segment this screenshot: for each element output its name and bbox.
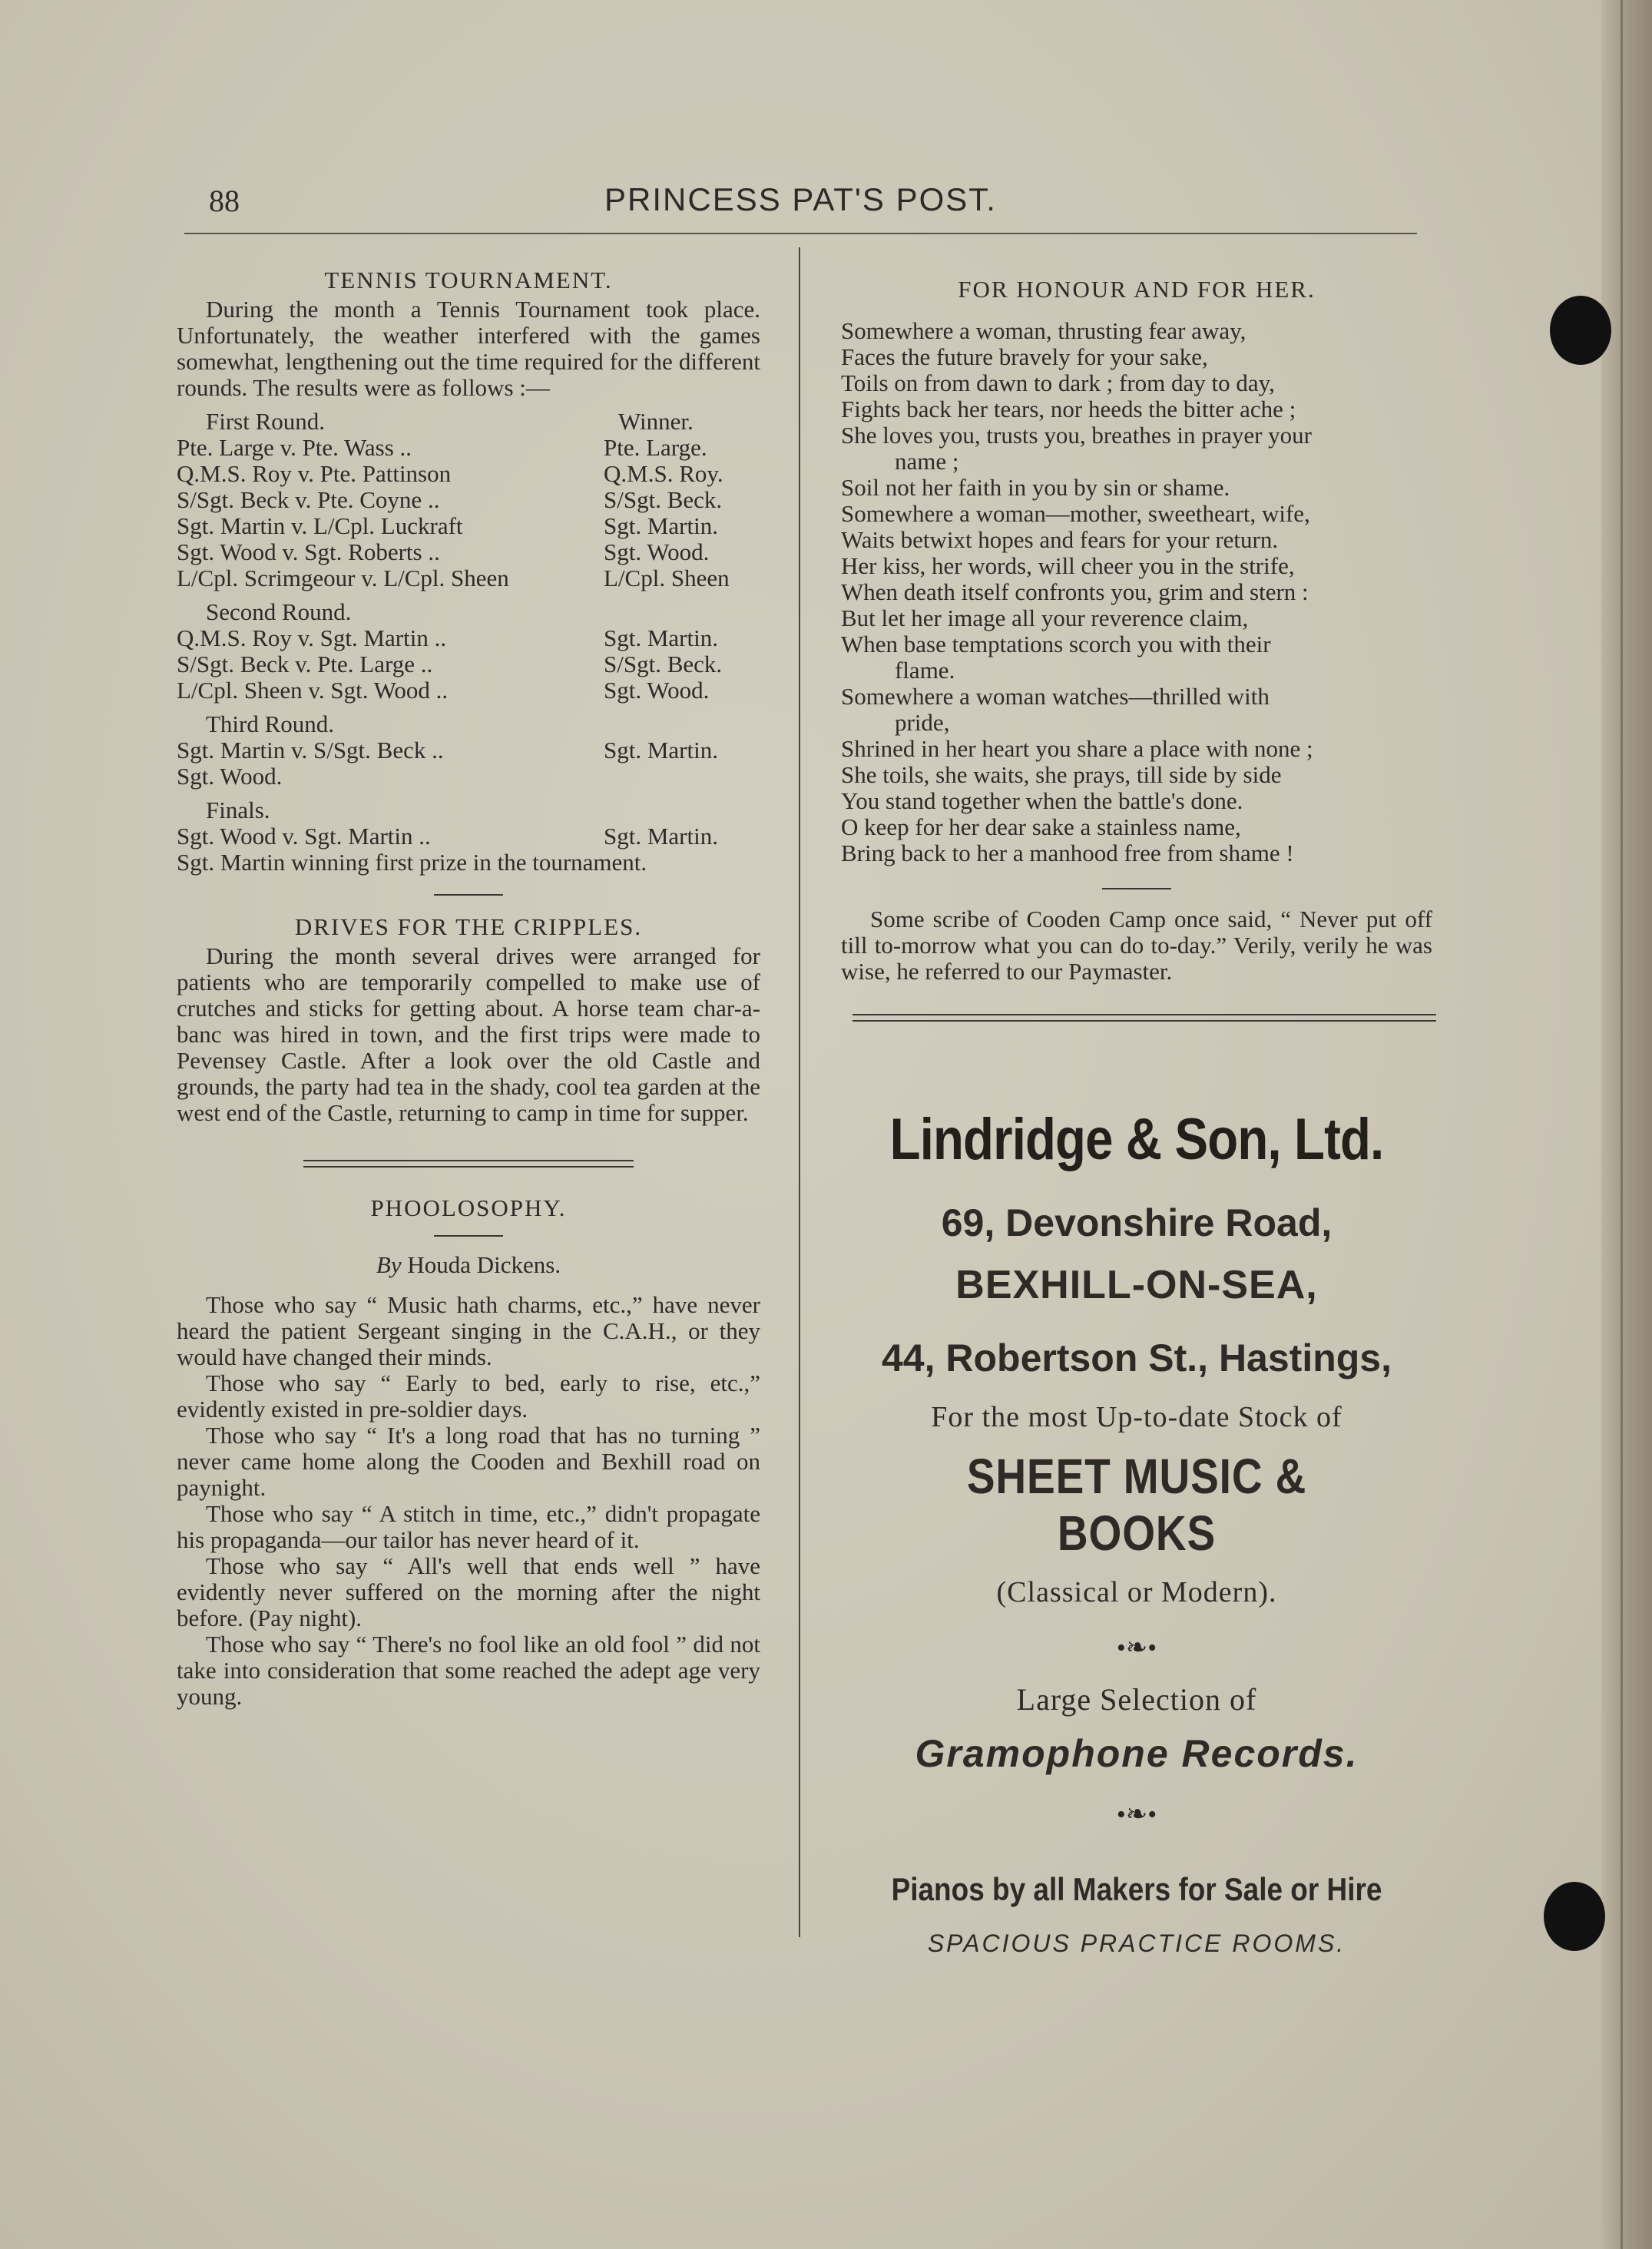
poem-body (841, 318, 1432, 866)
winner-text: Q.M.S. Roy. (604, 460, 723, 487)
second-round-list (177, 625, 760, 704)
flourish-icon: •❧• (1116, 1634, 1157, 1662)
winner-label: Winner. (618, 408, 694, 435)
phoolosophy-paragraph: Those who say “ All's well that ends well ” have evidently never suffered on the morning after the night before. (Pay night). (177, 1552, 760, 1631)
result-row (177, 625, 760, 651)
finals-label: Finals. (206, 797, 270, 823)
advert-practice-rooms: SPACIOUS PRACTICE ROOMS. (927, 1929, 1346, 1957)
third-round-list (177, 737, 760, 790)
byline (177, 1252, 760, 1278)
match-text: L/Cpl. Sheen v. Sgt. Wood .. (177, 677, 449, 704)
match-text: Sgt. Wood. (177, 763, 283, 790)
second-round-label: Second Round. (206, 598, 352, 625)
advertisement (841, 1106, 1432, 1958)
match-text: S/Sgt. Beck v. Pte. Large .. (177, 651, 433, 677)
tennis-conclusion: Sgt. Martin winning first prize in the tournament. (177, 849, 647, 876)
result-row (177, 737, 760, 763)
match-text: Sgt. Wood v. Sgt. Martin .. (177, 823, 431, 850)
winner-text: S/Sgt. Beck. (604, 486, 723, 513)
winner-text: Sgt. Martin. (604, 624, 718, 651)
section-rule (434, 894, 503, 896)
scribe-note: Some scribe of Cooden Camp once said, “ Never put off till to-morrow what you can do to-day.” Verily, verily he was wise, he referred to our Paymaster. (841, 906, 1432, 985)
winner-text: Sgt. Martin. (604, 823, 718, 850)
second-round-header (177, 599, 760, 625)
winner-text: S/Sgt. Beck. (604, 651, 723, 677)
binding-line (1621, 0, 1623, 2249)
tennis-intro: During the month a Tennis Tournament took place. Unfortunately, the weather interfered with the games somewhat, lengthening out the time required for the different rounds. The results were as follows :— (177, 296, 760, 401)
winner-text: Sgt. Martin. (604, 737, 718, 763)
poem-line: But let her image all your reverence claim, (841, 604, 1249, 631)
advert-address-2: BEXHILL-ON-SEA, (955, 1263, 1318, 1307)
drives-title: DRIVES FOR THE CRIPPLES. (294, 913, 643, 940)
match-text: Pte. Large v. Pte. Wass .. (177, 434, 412, 461)
poem-line: Fights back her tears, nor heeds the bitter ache ; (841, 396, 1296, 422)
poem-line: When death itself confronts you, grim and stern : (841, 578, 1309, 605)
advert-top-rule (852, 1014, 1436, 1022)
advert-address-3: 44, Robertson St., Hastings, (881, 1336, 1392, 1380)
poem-line: pride, (895, 709, 950, 736)
phoolosophy-paragraph: Those who say “ Early to bed, early to rise, etc.,” evidently existed in pre-soldier days. (177, 1370, 760, 1423)
match-text: Sgt. Wood v. Sgt. Roberts .. (177, 538, 440, 565)
winner-text: Sgt. Wood. (604, 538, 710, 565)
punch-hole (1550, 296, 1611, 365)
phoolosophy-title: PHOOLOSOPHY. (370, 1194, 567, 1221)
publication-title: PRINCESS PAT'S POST. (604, 181, 997, 217)
result-row (177, 435, 760, 461)
result-row (177, 651, 760, 677)
page-header (184, 177, 1417, 230)
right-column (841, 277, 1432, 1022)
phoolosophy-paragraph: Those who say “ There's no fool like an old fool ” did not take into consideration that some reached the adept age very young. (177, 1631, 760, 1710)
advert-large-selection: Large Selection of (1016, 1682, 1257, 1717)
page-number: 88 (209, 184, 240, 218)
first-round-label: First Round. (206, 408, 326, 435)
winner-text: Pte. Large. (604, 434, 707, 461)
result-row (177, 763, 760, 790)
phoolosophy-paragraph: Those who say “ Music hath charms, etc.,” have never heard the patient Sergeant singing in the C.A.H., or they would have changed their minds. (177, 1291, 760, 1370)
result-row (177, 539, 760, 565)
winner-text (604, 763, 760, 790)
match-text: S/Sgt. Beck v. Pte. Coyne .. (177, 486, 440, 513)
poem-line: Her kiss, her words, will cheer you in the strife, (841, 552, 1295, 579)
poem-line: O keep for her dear sake a stainless name, (841, 813, 1241, 840)
advert-pianos: Pianos by all Makers for Sale or Hire (891, 1871, 1382, 1907)
byline-author: Houda Dickens. (407, 1251, 561, 1278)
punch-hole (1544, 1882, 1605, 1951)
match-text: Q.M.S. Roy v. Pte. Pattinson (177, 460, 452, 487)
advert-company-name: Lindridge & Son, Ltd. (889, 1107, 1384, 1172)
poem-line: name ; (895, 448, 959, 475)
phoolosophy-paragraph: Those who say “ A stitch in time, etc.,” didn't propagate his propaganda—our tailor has never heard of it. (177, 1500, 760, 1553)
result-row (177, 677, 760, 704)
match-text: Sgt. Martin v. L/Cpl. Luckraft (177, 512, 463, 539)
phoolosophy-paragraph: Those who say “ It's a long road that has no turning ” never came home along the Cooden and Bexhill road on paynight. (177, 1422, 760, 1501)
winner-text: Sgt. Wood. (604, 677, 710, 704)
byline-by: By (376, 1251, 402, 1278)
poem-line: She loves you, trusts you, breathes in prayer your (841, 422, 1312, 449)
result-row (177, 565, 760, 591)
section-rule (434, 1235, 503, 1237)
drives-body: During the month several drives were arranged for patients who are temporarily compelled to make use of crutches and sticks for getting about. A horse team char-a-banc was hired in town, and the first trips were made to Pevensey Castle. After a look over the old Castle and grounds, the party had tea in the shady, cool tea garden at the west end of the Castle, returning to camp in time for supper. (177, 942, 760, 1126)
poem-line: flame. (895, 657, 955, 684)
poem-line: Somewhere a woman watches—thrilled with (841, 683, 1270, 710)
finals-list (177, 823, 760, 850)
finals-header (177, 797, 760, 823)
match-text: Q.M.S. Roy v. Sgt. Martin .. (177, 624, 447, 651)
poem-line: She toils, she waits, she prays, till side by side (841, 761, 1282, 788)
match-text: L/Cpl. Scrimgeour v. L/Cpl. Sheen (177, 565, 509, 591)
poem-line: Toils on from dawn to dark ; from day to day, (841, 369, 1275, 396)
poem-line: Somewhere a woman—mother, sweetheart, wife, (841, 500, 1310, 527)
winner-text: Sgt. Martin. (604, 512, 718, 539)
poem-line: Soil not her faith in you by sin or shame. (841, 474, 1230, 501)
poem-title: FOR HONOUR AND FOR HER. (958, 276, 1316, 303)
poem-line: You stand together when the battle's done. (841, 787, 1243, 814)
section-rule (1102, 888, 1171, 889)
advert-address-1: 69, Devonshire Road, (941, 1201, 1333, 1244)
third-round-label: Third Round. (206, 710, 335, 737)
result-row (177, 461, 760, 487)
phoolosophy-body (177, 1292, 760, 1710)
left-column (177, 261, 760, 1710)
poem-line: Faces the future bravely for your sake, (841, 343, 1208, 370)
poem-line: Bring back to her a manhood free from shame ! (841, 840, 1294, 866)
first-round-header (177, 409, 760, 435)
column-divider (799, 247, 800, 1937)
advert-sub: (Classical or Modern). (996, 1576, 1277, 1608)
result-row (177, 513, 760, 539)
flourish-icon: •❧• (1116, 1800, 1157, 1829)
advert-headline: SHEET MUSIC & BOOKS (966, 1449, 1307, 1561)
poem-line: Shrined in her heart you share a place with none ; (841, 735, 1313, 762)
third-round-header (177, 711, 760, 737)
match-text: Sgt. Martin v. S/Sgt. Beck .. (177, 737, 444, 763)
result-row (177, 487, 760, 513)
poem-line: When base temptations scorch you with their (841, 631, 1271, 657)
poem-line: Somewhere a woman, thrusting fear away, (841, 317, 1246, 344)
tennis-title: TENNIS TOURNAMENT. (324, 267, 613, 293)
result-row (177, 823, 760, 850)
poem-line: Waits betwixt hopes and fears for your return. (841, 526, 1279, 553)
header-rule (184, 233, 1417, 234)
advert-records: Gramophone Records. (915, 1732, 1359, 1775)
winner-text: L/Cpl. Sheen (604, 565, 730, 591)
section-double-rule (303, 1160, 634, 1168)
advert-tagline: For the most Up-to-date Stock of (931, 1401, 1342, 1433)
first-round-list (177, 435, 760, 591)
